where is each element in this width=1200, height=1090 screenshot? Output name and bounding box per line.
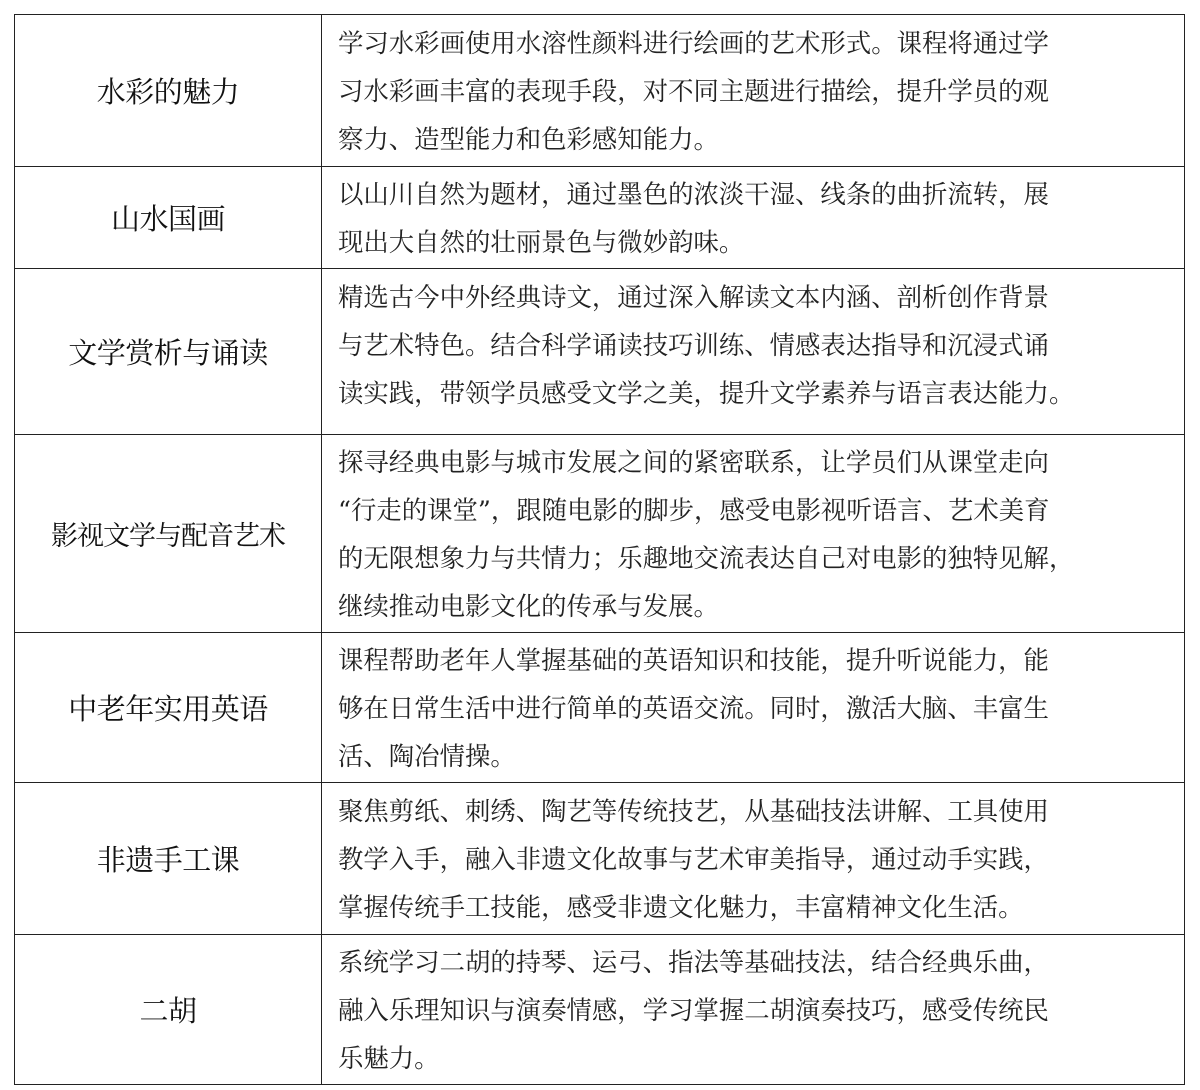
table-row	[15, 435, 1185, 633]
course-name: 影视文学与配音艺术	[15, 435, 322, 633]
course-description	[322, 167, 1185, 269]
course-description	[322, 633, 1185, 783]
course-description	[322, 15, 1185, 167]
table-row	[15, 167, 1185, 269]
description-line: 掌握传统手工技能，感受非遗文化魅力，丰富精神文化生活。	[338, 891, 1024, 922]
description-line: 活、陶冶情操。	[338, 740, 516, 771]
description-line: 的无限想象力与共情力；乐趣地交流表达自己对电影的独特见解，	[338, 542, 1075, 573]
description-line: 系统学习二胡的持琴、运弓、指法等基础技法，结合经典乐曲，	[338, 946, 1049, 977]
description-line: 习水彩画丰富的表现手段，对不同主题进行描绘，提升学员的观	[338, 75, 1049, 106]
table-row	[15, 269, 1185, 435]
table-row	[15, 935, 1185, 1085]
course-description	[322, 435, 1185, 633]
course-name: 水彩的魅力	[15, 15, 322, 167]
description-line: 以山川自然为题材，通过墨色的浓淡干湿、线条的曲折流转，展	[338, 178, 1049, 209]
description-line: 继续推动电影文化的传承与发展。	[338, 590, 719, 621]
description-line: 现出大自然的壮丽景色与微妙韵味。	[338, 226, 745, 257]
description-line: 融入乐理知识与演奏情感，学习掌握二胡演奏技巧，感受传统民	[338, 994, 1049, 1025]
description-line: 学习水彩画使用水溶性颜料进行绘画的艺术形式。课程将通过学	[338, 27, 1049, 58]
description-line: 探寻经典电影与城市发展之间的紧密联系，让学员们从课堂走向	[338, 446, 1049, 477]
description-line: 读实践，带领学员感受文学之美，提升文学素养与语言表达能力。	[338, 378, 1075, 408]
course-description	[322, 783, 1185, 935]
description-line: 够在日常生活中进行简单的英语交流。同时，激活大脑、丰富生	[338, 692, 1049, 723]
description-line: 教学入手，融入非遗文化故事与艺术审美指导，通过动手实践，	[338, 843, 1049, 874]
description-line: 乐魅力。	[338, 1042, 440, 1073]
table-row	[15, 783, 1185, 935]
course-name: 非遗手工课	[15, 783, 322, 935]
description-line: “行走的课堂”，跟随电影的脚步，感受电影视听语言、艺术美育	[338, 494, 1050, 525]
course-name: 山水国画	[15, 167, 322, 269]
table-row	[15, 15, 1185, 167]
description-line: 精选古今中外经典诗文，通过深入解读文本内涵、剖析创作背景	[338, 282, 1049, 312]
course-name: 文学赏析与诵读	[15, 269, 322, 435]
table-row	[15, 633, 1185, 783]
description-line: 察力、造型能力和色彩感知能力。	[338, 123, 719, 154]
course-name: 中老年实用英语	[15, 633, 322, 783]
course-name: 二胡	[15, 935, 322, 1085]
course-description	[322, 935, 1185, 1085]
description-line: 聚焦剪纸、刺绣、陶艺等传统技艺，从基础技法讲解、工具使用	[338, 795, 1049, 826]
description-line: 与艺术特色。结合科学诵读技巧训练、情感表达指导和沉浸式诵	[338, 330, 1049, 360]
description-line: 课程帮助老年人掌握基础的英语知识和技能，提升听说能力，能	[338, 644, 1049, 675]
course-table	[14, 14, 1185, 1085]
course-description	[322, 269, 1185, 435]
